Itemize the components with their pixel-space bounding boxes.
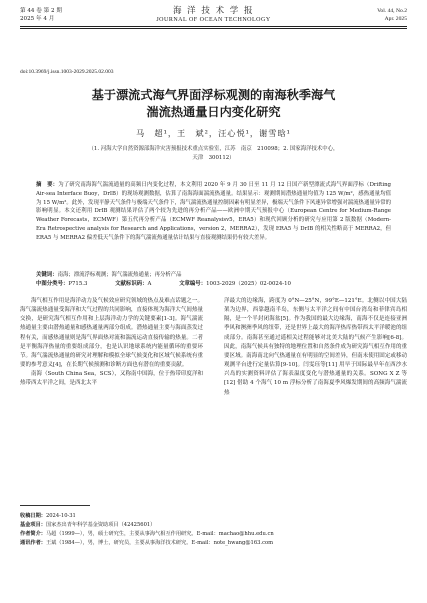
abstract-label: 摘 要：	[36, 182, 59, 188]
article-number	[179, 281, 291, 287]
journal-title	[120, 6, 307, 24]
classification-line	[36, 280, 391, 288]
abstract	[36, 181, 391, 243]
clc-label: 中图分类号：	[36, 281, 69, 287]
body-column-right	[224, 297, 407, 398]
footnote-funding	[20, 521, 407, 530]
abstract-text: 为了研究南海海气湍流通量的高频日内变化过程，本文利用 2020 年 9 月 30 日至 11 月 12 日国产新型漂流式海气界面浮标（Drifting Air-sea Interface Buoy，DrIB）的现场观测数据，估算了南海海面湍流热通量。结果显示：观测期间潜热通量均值为 125 W/m²，感热通量均值为 15 W/m²。此外，发现平静天气条件与极端天气条件下，海气湍流热通量控制因素有明显差异，极端天气条件下风速异常增强对湍流热通量异常的影响明显。本文还利用 DrIB 观测结果评估了两个较为先进的再分析产品——欧洲中期天气预报中心（European Centre for Medium-Range Weather Forecasts，ECMWF）第五代再分析产品（ECMWF Reanalysisv5，ERA5）和现代回顾分析的研究与应用第 2 版数据（Modern-Era Retrospective analysis for Research and Applications，version 2，MERRA2），发现 ERA5 与 DrIB 的相关性略高于 MERRA2，但 ERA5 与 MERRA2 偏差低天气条件下的海气湍流热通量估计结果与直接观测结果仍有较大差异。	[36, 182, 391, 241]
affiliations	[60, 145, 367, 162]
footnote-received	[20, 512, 407, 521]
footnote-author-bio	[20, 530, 407, 539]
body-paragraph: 洋最大的边缘海，跨度为 0°N—25°N，99°E—121°E。北侧以中国大陆架为边界，西靠越南半岛，东侧与太平洋之间有中国台湾岛和菲律宾岛相隔，是一个半封闭海盆[5]。作为我国的最大边缘海，南海不仅是连接亚洲季风和澳洲季风的纽带，还是世界上最大的海洋热库热带西太平洋暖池的组成部分。南海甚至通过遥相关过程能够对北美大陆的气候产生影响[6-8]。因此，南海气候具有独特的地理位置和自然条件成为研究海气相互作用的重要区域。南海南北向气热通量在有明显的空间差异，但南未使用固定或移动观测平台进行定量估算[9-10]。闫雯珏等[11] 用早于国际最早年在西沙水兴岛的实测资料评估了海表温度变化与潜热通量的关系。SONG X Z 等[12] 借助 4 个海气 10 m 浮标分析了南海夏季风爆发期间的高频海气湍流热	[224, 298, 407, 396]
publication-date-en: Apr. 2025	[384, 16, 407, 22]
doc-code-label: 文献标识码：	[115, 281, 148, 287]
author-list: 马 超¹，王 斌²，汪心悦¹，谢雪晗¹	[136, 128, 291, 138]
footnote-text: 马超（1999—），男，硕士研究生，主要从事海气相互作用研究。E-mail：machao@hhu.edu.cn	[45, 530, 274, 537]
footnotes	[20, 512, 407, 548]
keywords	[36, 271, 391, 279]
volume-issue-en: Vol. 44, No.2	[377, 8, 407, 14]
footnote-text: 国家杰出青年科学基金资助项目（42425601）	[45, 521, 156, 528]
publication-date: 2025 年 4 月	[20, 16, 55, 22]
footnote-label: 作者简介：	[20, 530, 46, 537]
header-rule-thin	[20, 28, 407, 29]
footnote-text: 王斌（1984—），男，博士，研究员，主要从事海洋技术研究。E-mail：note_hwang@163.com	[45, 539, 274, 546]
footnote-label: 通讯作者：	[20, 539, 46, 546]
paper-title-line1: 基于漂流式海气界面浮标观测的南海秋季海气	[91, 88, 336, 102]
footnote-label: 收稿日期：	[20, 513, 46, 519]
journal-title-cn: 海 洋 技 术 学 报	[172, 6, 254, 16]
journal-title-en: JOURNAL OF OCEAN TECHNOLOGY	[156, 17, 271, 23]
footnote-corresponding-author	[20, 539, 407, 548]
journal-volume-info	[20, 7, 62, 23]
doi: doi:10.3969/j.issn.1003-2029.2025.02.003	[20, 69, 114, 75]
footnote-label: 基金项目：	[20, 521, 46, 528]
volume-issue: 第 44 卷 第 2 期	[20, 8, 62, 14]
header-rule-thick	[20, 26, 407, 27]
paper-title	[20, 87, 407, 121]
body-paragraph: 南海（South China Sea，SCS），又称南中国海，位于热带印度洋和热带西太平洋之间，是西北太平	[20, 371, 203, 387]
paper-title-line2: 湍流热通量日内变化研究	[146, 105, 281, 119]
affiliation-line2: 天津 300112）	[192, 154, 235, 161]
article-number-value: 1003-2029（2025）02-0024-10	[206, 281, 291, 287]
clc-number	[36, 281, 87, 287]
keywords-label: 关键词：	[36, 272, 58, 278]
affiliation-line1: （1. 河海大学自然资源部海洋灾害预报技术重点实验室，江苏 南京 210098；2. 国家海洋技术中心，	[88, 146, 339, 152]
body-column-left	[20, 297, 203, 389]
doc-code-value: A	[147, 281, 152, 287]
keywords-text: 南海；漂流浮标观测；海气湍流热通量；再分析产品	[57, 272, 182, 278]
document-code	[115, 281, 151, 287]
journal-volume-info-en	[377, 7, 407, 23]
footnote-text: 2024-10-31	[45, 513, 76, 519]
footnote-rule	[20, 505, 90, 506]
article-number-label: 文章编号：	[179, 281, 207, 287]
clc-value: P715.3	[68, 281, 88, 287]
body-paragraph: 海气相互作用是海洋动力及气候效应研究领域的热点及难点话题之一。海气湍流热通量受海洋和大气过程的共同影响，直接体现为海洋大气间热量交换，是研究海气相互作用和上层海洋动力学的关键要素[1-3]。海气湍流热通量主要由潜热通量和感热通量两部分组成。潜热通量主要与海面蒸发过程有关，而感热通量则是海气界面热对流和湍流运动直接传输的热量。二者是平衡海洋热量的重要组成部分，也是认识地球系统内能量循环的重要环节。海气湍流热通量的研究对理解和模拟全球气候变化和区域气候系统有重要的参考意义[4]，在长期气候预测和诊断方面也有潜在的重要贡献。	[20, 298, 203, 369]
